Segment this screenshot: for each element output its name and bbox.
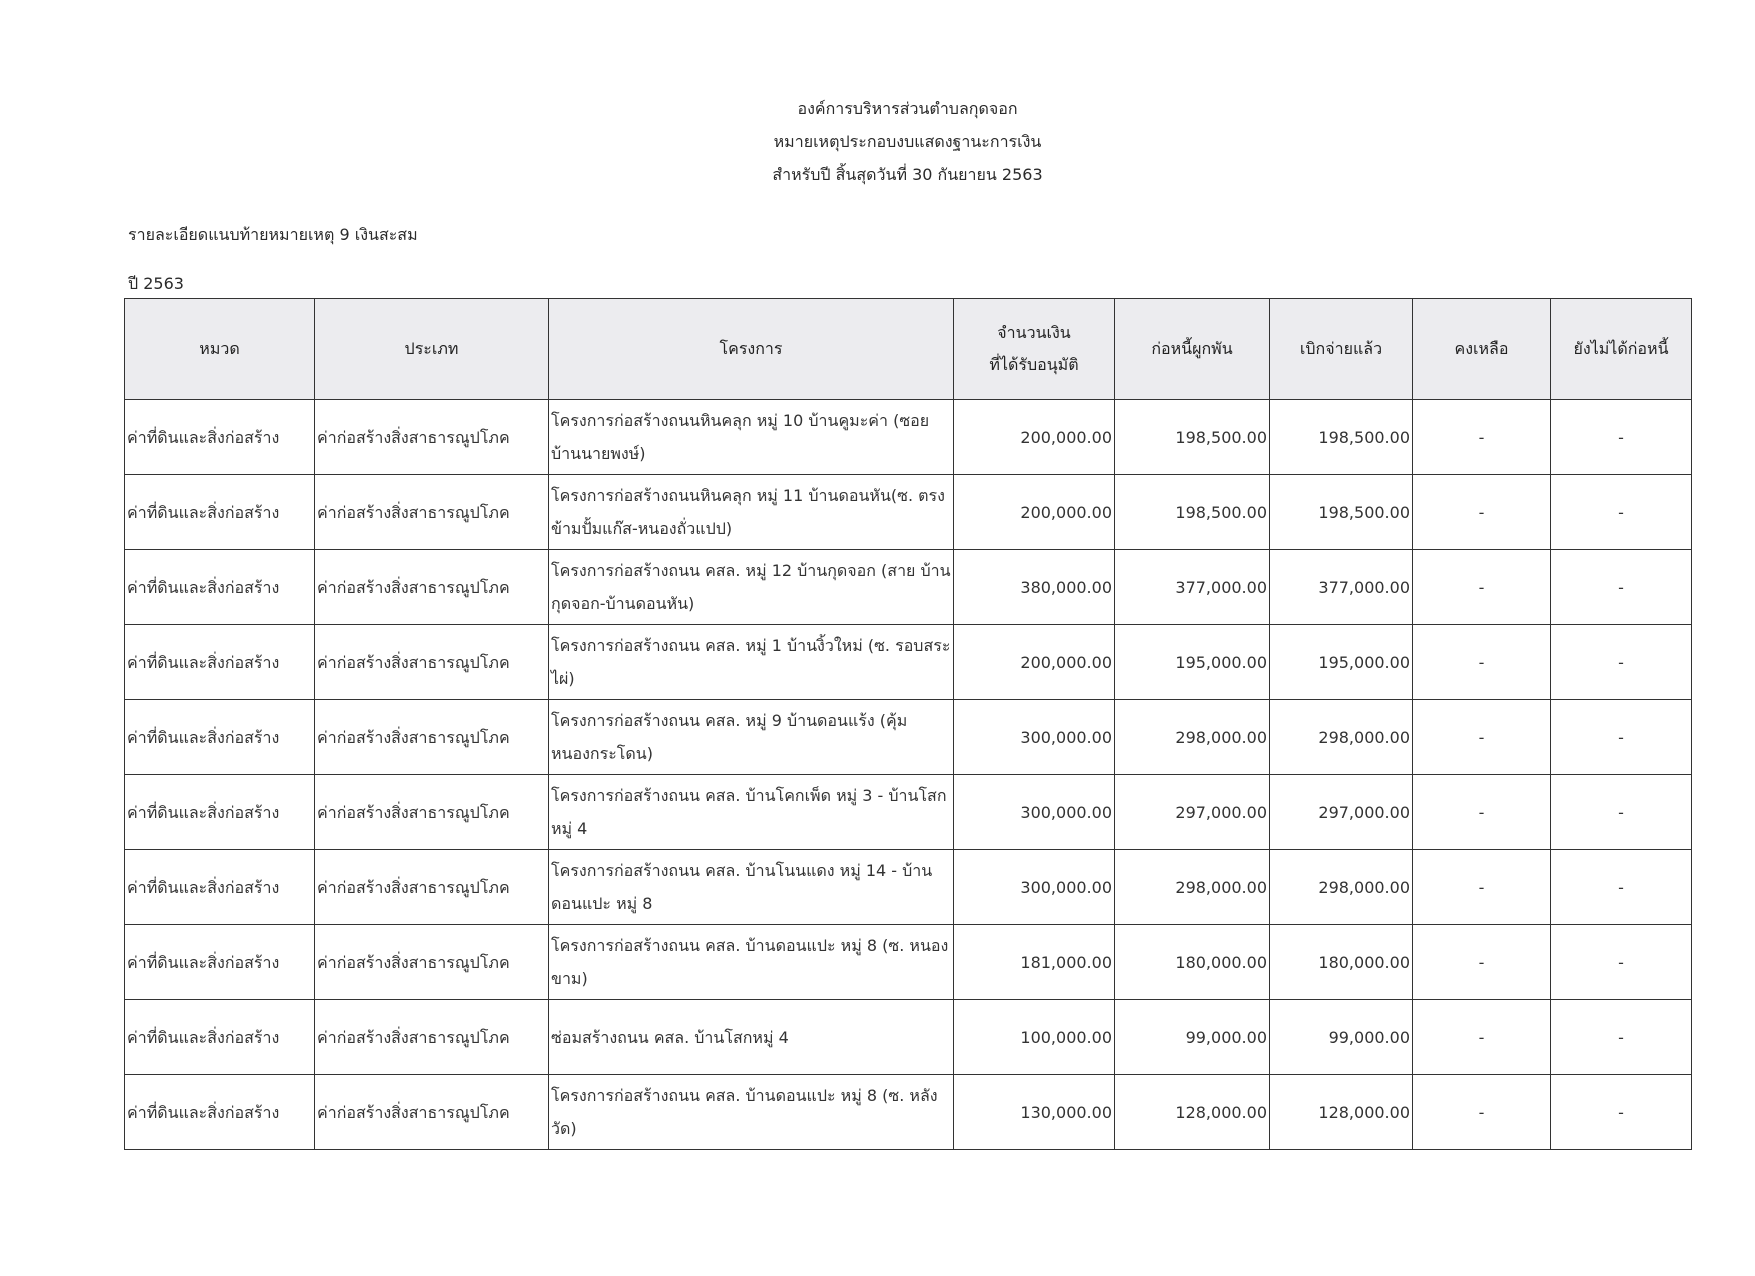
col-header-approved bbox=[954, 299, 1115, 400]
cell-disbursed: 180,000.00 bbox=[1270, 925, 1413, 1000]
col-header-project: โครงการ bbox=[549, 299, 954, 400]
cell-project: ซ่อมสร้างถนน คสล. บ้านโสกหมู่ 4 bbox=[549, 1000, 954, 1075]
cell-not-committed: - bbox=[1551, 625, 1692, 700]
table-header-row bbox=[125, 299, 1692, 400]
cell-category: ค่าที่ดินและสิ่งก่อสร้าง bbox=[125, 775, 315, 850]
table-row bbox=[125, 850, 1692, 925]
table-row bbox=[125, 550, 1692, 625]
table-row bbox=[125, 1075, 1692, 1150]
cell-not-committed: - bbox=[1551, 850, 1692, 925]
cell-category: ค่าที่ดินและสิ่งก่อสร้าง bbox=[125, 1075, 315, 1150]
cell-committed: 195,000.00 bbox=[1115, 625, 1270, 700]
cell-project: โครงการก่อสร้างถนนหินคลุก หมู่ 10 บ้านคูมะค่า (ซอยบ้านนายพงษ์) bbox=[549, 400, 954, 475]
cell-disbursed: 99,000.00 bbox=[1270, 1000, 1413, 1075]
cell-not-committed: - bbox=[1551, 1000, 1692, 1075]
cell-disbursed: 298,000.00 bbox=[1270, 850, 1413, 925]
cell-remaining: - bbox=[1413, 550, 1551, 625]
cell-committed: 377,000.00 bbox=[1115, 550, 1270, 625]
cell-committed: 198,500.00 bbox=[1115, 400, 1270, 475]
accumulated-funds-table bbox=[124, 298, 1692, 1150]
cell-disbursed: 195,000.00 bbox=[1270, 625, 1413, 700]
cell-not-committed: - bbox=[1551, 775, 1692, 850]
cell-category: ค่าที่ดินและสิ่งก่อสร้าง bbox=[125, 550, 315, 625]
cell-approved: 300,000.00 bbox=[954, 700, 1115, 775]
cell-type: ค่าก่อสร้างสิ่งสาธารณูปโภค bbox=[315, 625, 549, 700]
cell-type: ค่าก่อสร้างสิ่งสาธารณูปโภค bbox=[315, 550, 549, 625]
cell-category: ค่าที่ดินและสิ่งก่อสร้าง bbox=[125, 625, 315, 700]
cell-not-committed: - bbox=[1551, 700, 1692, 775]
cell-type: ค่าก่อสร้างสิ่งสาธารณูปโภค bbox=[315, 1075, 549, 1150]
cell-not-committed: - bbox=[1551, 1075, 1692, 1150]
cell-approved: 380,000.00 bbox=[954, 550, 1115, 625]
cell-approved: 300,000.00 bbox=[954, 775, 1115, 850]
cell-remaining: - bbox=[1413, 700, 1551, 775]
cell-project: โครงการก่อสร้างถนน คสล. บ้านดอนแปะ หมู่ 8 (ซ. หลังวัด) bbox=[549, 1075, 954, 1150]
cell-remaining: - bbox=[1413, 400, 1551, 475]
cell-approved: 300,000.00 bbox=[954, 850, 1115, 925]
cell-approved: 200,000.00 bbox=[954, 400, 1115, 475]
report-period: สำหรับปี สิ้นสุดวันที่ 30 กันยายน 2563 bbox=[772, 165, 1043, 184]
cell-type: ค่าก่อสร้างสิ่งสาธารณูปโภค bbox=[315, 775, 549, 850]
cell-committed: 298,000.00 bbox=[1115, 850, 1270, 925]
cell-not-committed: - bbox=[1551, 925, 1692, 1000]
cell-type: ค่าก่อสร้างสิ่งสาธารณูปโภค bbox=[315, 850, 549, 925]
cell-disbursed: 128,000.00 bbox=[1270, 1075, 1413, 1150]
cell-remaining: - bbox=[1413, 475, 1551, 550]
cell-project: โครงการก่อสร้างถนน คสล. หมู่ 9 บ้านดอนแร้ง (คุ้ม หนองกระโดน) bbox=[549, 700, 954, 775]
cell-committed: 180,000.00 bbox=[1115, 925, 1270, 1000]
table-row bbox=[125, 925, 1692, 1000]
cell-committed: 99,000.00 bbox=[1115, 1000, 1270, 1075]
cell-type: ค่าก่อสร้างสิ่งสาธารณูปโภค bbox=[315, 925, 549, 1000]
cell-type: ค่าก่อสร้างสิ่งสาธารณูปโภค bbox=[315, 700, 549, 775]
cell-committed: 128,000.00 bbox=[1115, 1075, 1270, 1150]
cell-remaining: - bbox=[1413, 850, 1551, 925]
report-title: หมายเหตุประกอบงบแสดงฐานะการเงิน bbox=[773, 132, 1042, 151]
cell-approved: 200,000.00 bbox=[954, 475, 1115, 550]
organization-name: องค์การบริหารส่วนตำบลกุดจอก bbox=[797, 99, 1018, 118]
col-header-committed: ก่อหนี้ผูกพัน bbox=[1115, 299, 1270, 400]
cell-approved: 181,000.00 bbox=[954, 925, 1115, 1000]
cell-type: ค่าก่อสร้างสิ่งสาธารณูปโภค bbox=[315, 400, 549, 475]
cell-disbursed: 297,000.00 bbox=[1270, 775, 1413, 850]
cell-committed: 298,000.00 bbox=[1115, 700, 1270, 775]
cell-project: โครงการก่อสร้างถนน คสล. บ้านโคกเพ็ด หมู่ 3 - บ้านโสก หมู่ 4 bbox=[549, 775, 954, 850]
cell-disbursed: 198,500.00 bbox=[1270, 475, 1413, 550]
cell-project: โครงการก่อสร้างถนน คสล. บ้านดอนแปะ หมู่ 8 (ซ. หนองขาม) bbox=[549, 925, 954, 1000]
cell-approved: 200,000.00 bbox=[954, 625, 1115, 700]
table-row bbox=[125, 400, 1692, 475]
cell-project: โครงการก่อสร้างถนน คสล. หมู่ 1 บ้านงิ้วใหม่ (ซ. รอบสระไผ่) bbox=[549, 625, 954, 700]
table-row bbox=[125, 1000, 1692, 1075]
col-header-approved-line2: ที่ได้รับอนุมัติ bbox=[989, 355, 1079, 374]
cell-project: โครงการก่อสร้างถนน คสล. หมู่ 12 บ้านกุดจอก (สาย บ้านกุดจอก-บ้านดอนหัน) bbox=[549, 550, 954, 625]
cell-category: ค่าที่ดินและสิ่งก่อสร้าง bbox=[125, 925, 315, 1000]
table-row bbox=[125, 475, 1692, 550]
cell-type: ค่าก่อสร้างสิ่งสาธารณูปโภค bbox=[315, 475, 549, 550]
col-header-category: หมวด bbox=[125, 299, 315, 400]
cell-committed: 297,000.00 bbox=[1115, 775, 1270, 850]
cell-committed: 198,500.00 bbox=[1115, 475, 1270, 550]
cell-remaining: - bbox=[1413, 1075, 1551, 1150]
cell-project: โครงการก่อสร้างถนน คสล. บ้านโนนแดง หมู่ 14 - บ้านดอนแปะ หมู่ 8 bbox=[549, 850, 954, 925]
cell-category: ค่าที่ดินและสิ่งก่อสร้าง bbox=[125, 700, 315, 775]
cell-disbursed: 377,000.00 bbox=[1270, 550, 1413, 625]
cell-type: ค่าก่อสร้างสิ่งสาธารณูปโภค bbox=[315, 1000, 549, 1075]
document-header bbox=[0, 92, 1755, 191]
cell-remaining: - bbox=[1413, 775, 1551, 850]
table-row bbox=[125, 625, 1692, 700]
section-label: รายละเอียดแนบท้ายหมายเหตุ 9 เงินสะสม bbox=[128, 225, 418, 244]
cell-not-committed: - bbox=[1551, 550, 1692, 625]
cell-category: ค่าที่ดินและสิ่งก่อสร้าง bbox=[125, 1000, 315, 1075]
year-label: ปี 2563 bbox=[128, 274, 184, 293]
col-header-remaining: คงเหลือ bbox=[1413, 299, 1551, 400]
col-header-disbursed: เบิกจ่ายแล้ว bbox=[1270, 299, 1413, 400]
cell-remaining: - bbox=[1413, 625, 1551, 700]
cell-disbursed: 298,000.00 bbox=[1270, 700, 1413, 775]
cell-project: โครงการก่อสร้างถนนหินคลุก หมู่ 11 บ้านดอนหัน(ซ. ตรงข้ามปั้มแก๊ส-หนองถั่วแปป) bbox=[549, 475, 954, 550]
cell-not-committed: - bbox=[1551, 400, 1692, 475]
cell-remaining: - bbox=[1413, 1000, 1551, 1075]
cell-approved: 130,000.00 bbox=[954, 1075, 1115, 1150]
col-header-approved-line1: จำนวนเงิน bbox=[997, 323, 1071, 342]
cell-category: ค่าที่ดินและสิ่งก่อสร้าง bbox=[125, 400, 315, 475]
cell-approved: 100,000.00 bbox=[954, 1000, 1115, 1075]
cell-remaining: - bbox=[1413, 925, 1551, 1000]
col-header-not-committed: ยังไม่ได้ก่อหนี้ bbox=[1551, 299, 1692, 400]
cell-category: ค่าที่ดินและสิ่งก่อสร้าง bbox=[125, 475, 315, 550]
cell-not-committed: - bbox=[1551, 475, 1692, 550]
col-header-type: ประเภท bbox=[315, 299, 549, 400]
table-row bbox=[125, 775, 1692, 850]
cell-disbursed: 198,500.00 bbox=[1270, 400, 1413, 475]
cell-category: ค่าที่ดินและสิ่งก่อสร้าง bbox=[125, 850, 315, 925]
table-row bbox=[125, 700, 1692, 775]
